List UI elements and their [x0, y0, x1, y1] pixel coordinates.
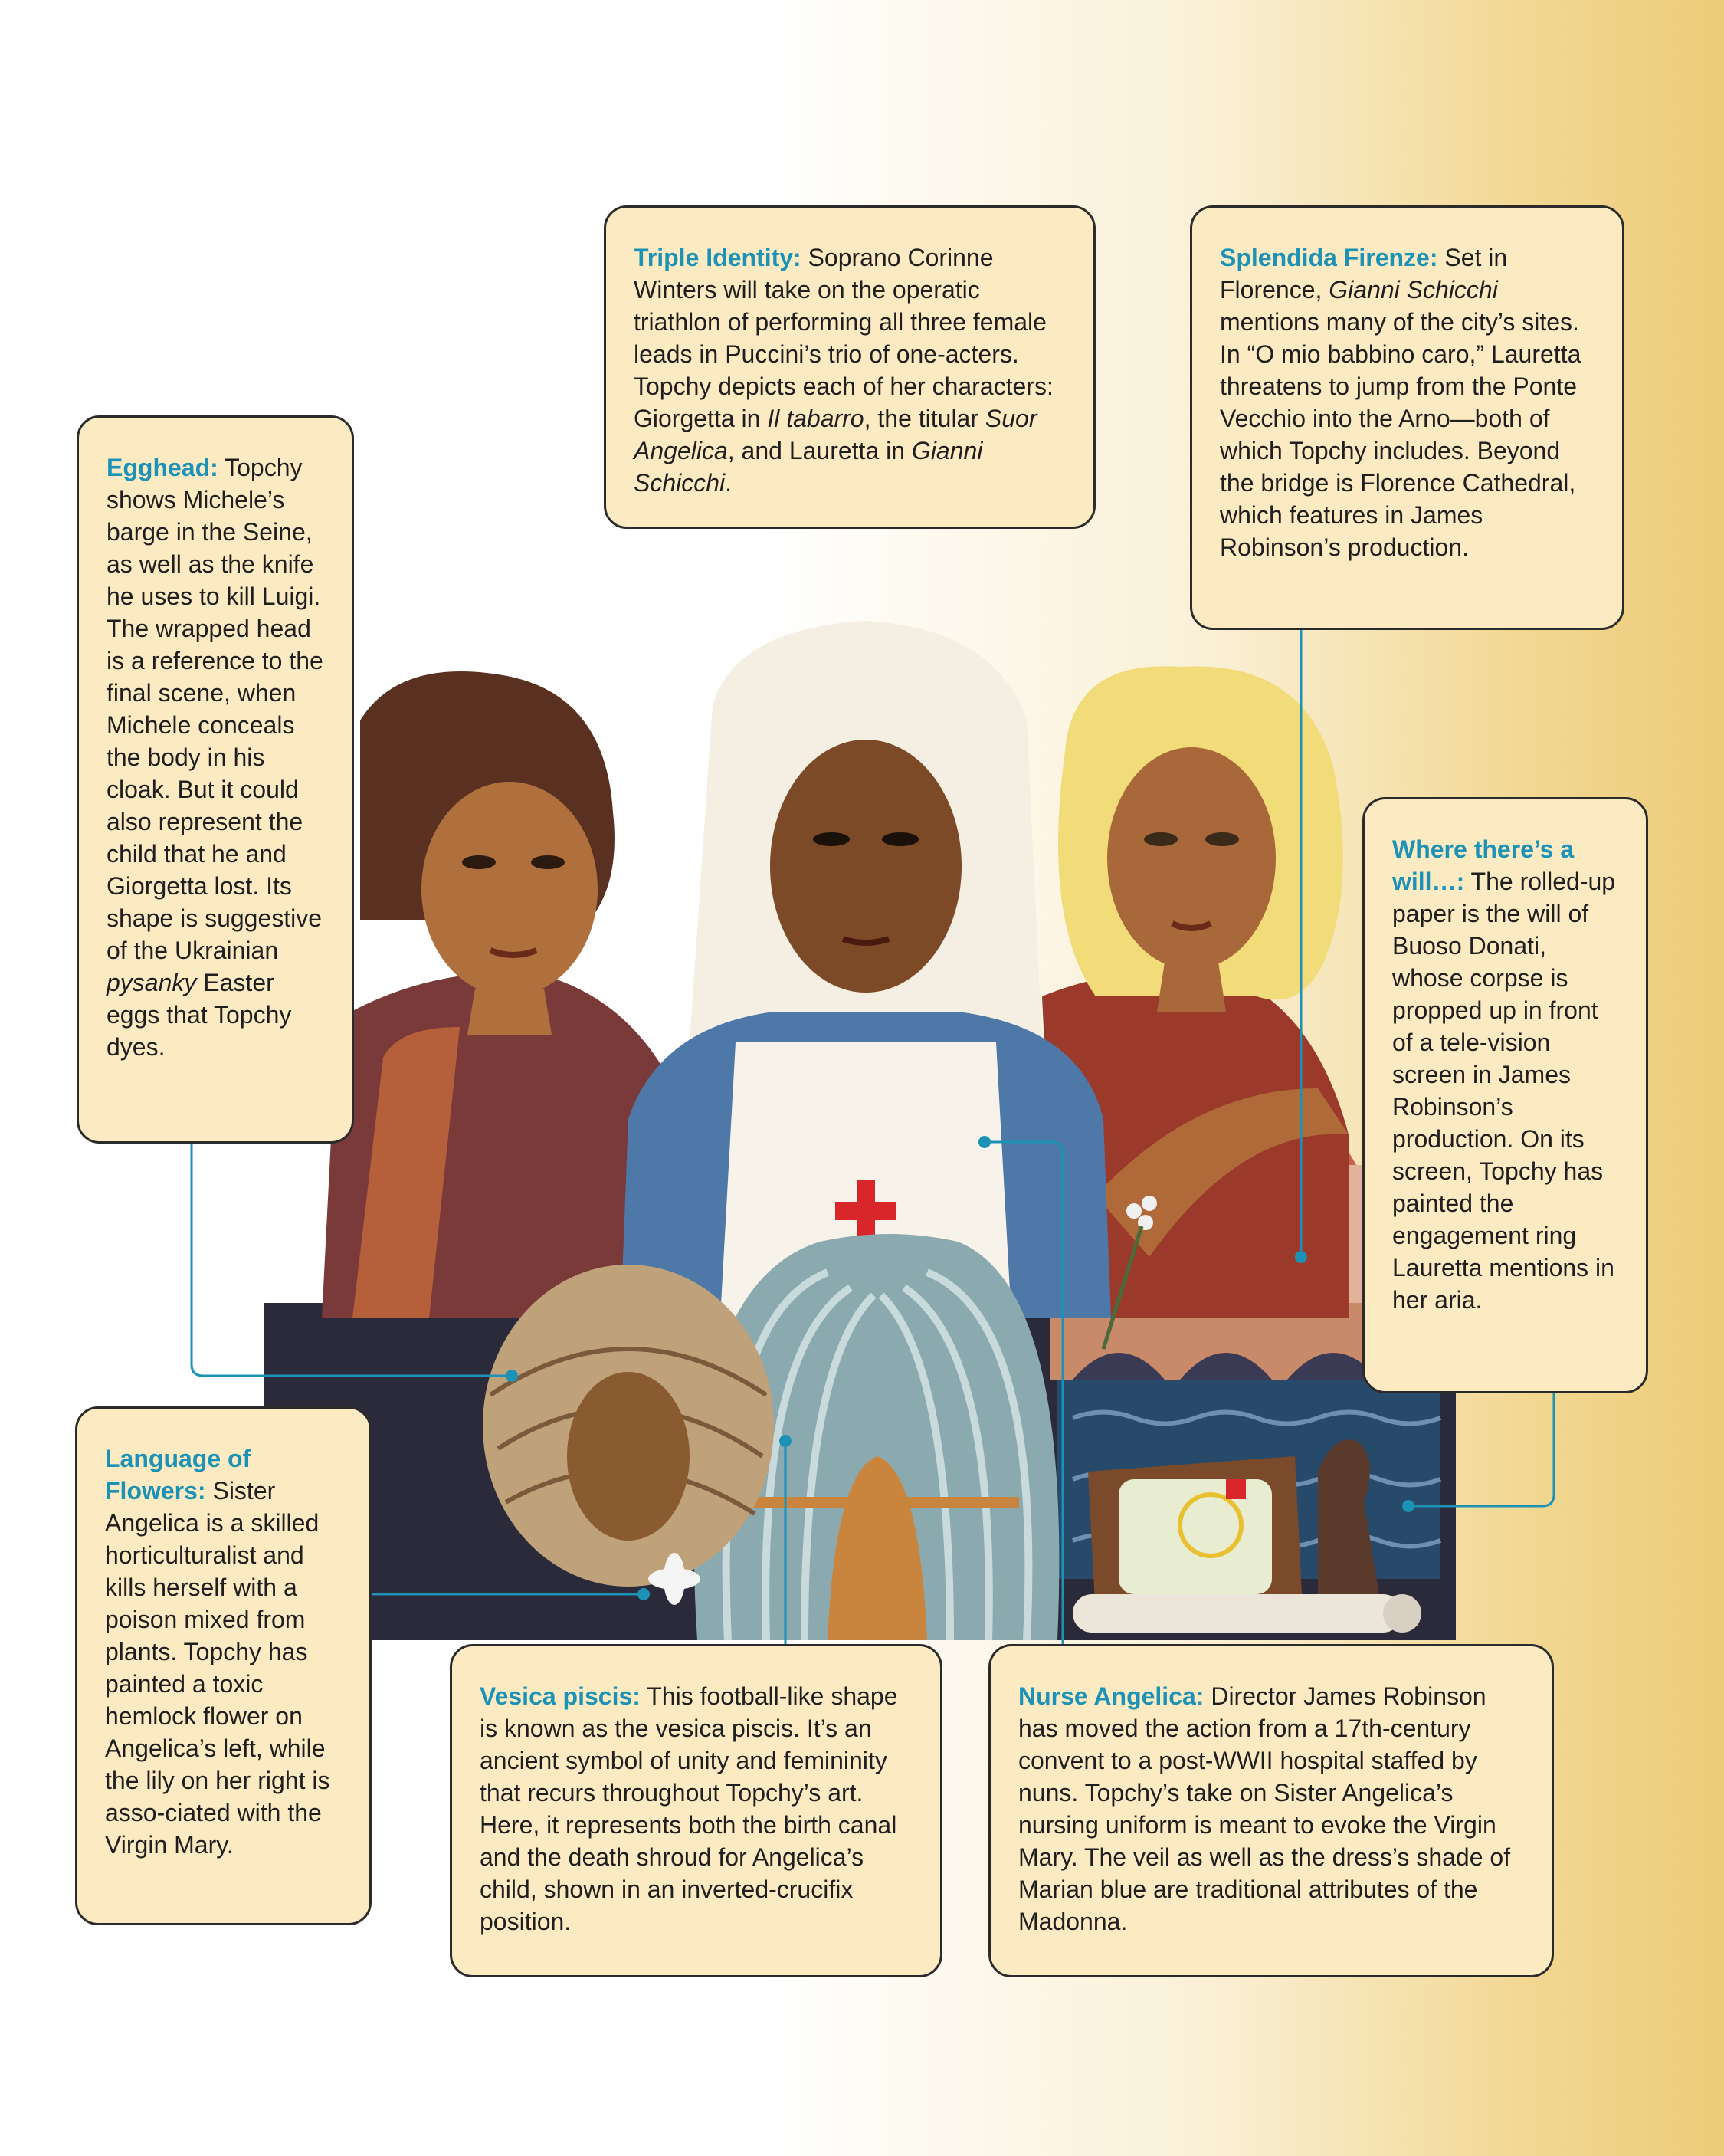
callout-egghead	[77, 415, 354, 1144]
callout-text: This football-like shape is known as the vesica piscis. It’s an ancient symbol of unity and femininity that recurs throughout Topchy’s art. Here, it represents both the birth canal and the death shroud for Angelica’s child, shown in an inverted-crucifix position.	[480, 1682, 898, 1935]
callout-heading: Nurse Angelica:	[1018, 1682, 1205, 1710]
callout-vesica-piscis	[450, 1644, 942, 1977]
wrapped-head-egg	[483, 1265, 774, 1587]
callout-text: Easter eggs that Topchy dyes.	[107, 969, 292, 1061]
callout-heading: Triple Identity:	[634, 244, 801, 271]
callout-italic: Suor Angelica	[634, 405, 1037, 464]
callout-text: The rolled-up paper is the will of Buoso Donati, whose corpse is propped up in front of a tele-vision screen in James Robinson’s production. On its screen, Topchy has painted the engagement ring Lauretta mentions in her aria.	[1392, 868, 1616, 1314]
callout-text: Director James Robinson has moved the action from a 17th-century convent to a post-WWII hospital staffed by nuns. Topchy’s take on Sister Angelica’s nursing uniform is meant to evoke the Virgin Mary. The veil as well as the dress’s shade of Marian blue are traditional attributes of the Madonna.	[1018, 1682, 1511, 1935]
television-set	[1088, 1456, 1303, 1617]
callout-text: , and Lauretta in	[727, 437, 912, 464]
callout-text: .	[725, 469, 733, 497]
callout-text: Topchy shows Michele’s barge in the Seine, as well as the knife he uses to kill Luigi. The wrapped head is a reference to the final scene, when Michele conceals the body in his cloak. But it could also represent the child that he and Giorgetta lost. Its shape is suggestive of the Ukrainian	[107, 454, 323, 964]
callout-nurse-angelica	[988, 1644, 1554, 1977]
callout-text: Sister Angelica is a skilled horticulturalist and kills herself with a poison mixed from plants. Topchy has painted a toxic hemlock flower on Angelica’s left, while the lily on her right is asso-ciated with the Virgin Mary.	[105, 1477, 330, 1859]
callout-text: Set in Florence,	[1220, 244, 1508, 304]
callout-italic: pysanky	[107, 969, 197, 996]
callout-language-of-flowers	[75, 1406, 372, 1925]
callout-text: mentions many of the city’s sites. In “O mio babbino caro,” Lauretta threatens to jump from the Ponte Vecchio into the Arno—both of which Topchy includes. Beyond the bridge is Florence Cathedral, which features in James Robinson’s production.	[1220, 308, 1581, 561]
callout-text: , the titular	[864, 405, 985, 432]
callout-italic: Gianni Schicchi	[1329, 276, 1498, 304]
callout-italic: Gianni Schicchi	[634, 437, 983, 497]
callout-heading: Language of Flowers:	[105, 1445, 251, 1505]
callout-where-theres-a-will	[1362, 797, 1648, 1393]
angelica-figure	[621, 621, 1111, 1318]
rolled-will-paper	[1073, 1594, 1421, 1633]
callout-heading: Egghead:	[107, 454, 218, 481]
callout-heading: Where there’s a will…:	[1392, 835, 1575, 895]
callout-italic: Il tabarro	[767, 405, 864, 432]
callout-heading: Splendida Firenze:	[1220, 244, 1438, 271]
callout-text: Soprano Corinne Winters will take on the operatic triathlon of performing all three female leads in Puccini’s trio of one-acters. Topchy depicts each of her characters: Giorgetta in	[634, 244, 1054, 432]
callout-splendida-firenze	[1190, 205, 1624, 630]
callout-triple-identity	[604, 205, 1096, 529]
callout-heading: Vesica piscis:	[480, 1682, 641, 1710]
